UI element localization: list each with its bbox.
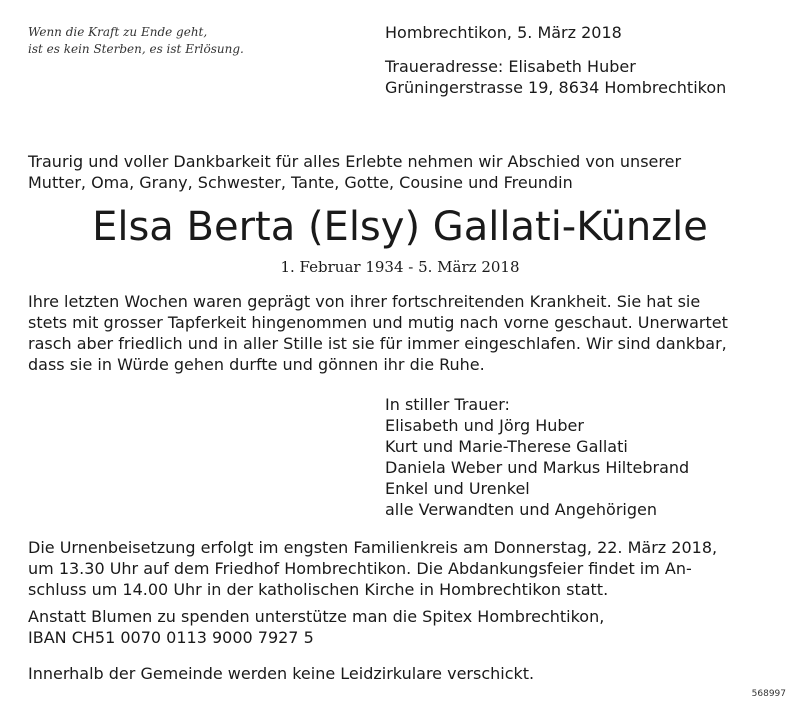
body-line: stets mit grosser Tapferkeit hingenommen und mutig nach vorne geschaut. Unerwartet bbox=[28, 313, 728, 332]
intro-line: Mutter, Oma, Grany, Schwester, Tante, Gotte, Cousine und Freundin bbox=[28, 173, 573, 192]
motto bbox=[28, 24, 308, 58]
burial-line: um 13.30 Uhr auf dem Friedhof Hombrechtikon. Die Abdankungsfeier findet im An- bbox=[28, 559, 692, 578]
motto-line: Wenn die Kraft zu Ende geht, bbox=[28, 25, 208, 39]
mourning-address-label: Traueradresse: Elisabeth Huber bbox=[385, 57, 636, 76]
iban-line: IBAN CH51 0070 0113 9000 7927 5 bbox=[28, 628, 314, 647]
deceased-name: Elsa Berta (Elsy) Gallati-Künzle bbox=[92, 204, 708, 250]
mourners-list bbox=[385, 394, 689, 520]
mourner-entry: Daniela Weber und Markus Hiltebrand bbox=[385, 458, 690, 477]
donation-info bbox=[28, 606, 768, 648]
motto-line: ist es kein Sterben, es ist Erlösung. bbox=[28, 42, 244, 56]
donation-line: Anstatt Blumen zu spenden unterstütze man die Spitex Hombrechtikon, bbox=[28, 607, 605, 626]
body-line: Ihre letzten Wochen waren geprägt von ihrer fortschreitenden Krankheit. Sie hat sie bbox=[28, 292, 701, 311]
life-dates: 1. Februar 1934 - 5. März 2018 bbox=[280, 258, 520, 276]
header-block bbox=[385, 22, 726, 98]
burial-line: Die Urnenbeisetzung erfolgt im engsten Familienkreis am Donnerstag, 22. März 2018, bbox=[28, 538, 718, 557]
mourner-entry: Elisabeth und Jörg Huber bbox=[385, 416, 584, 435]
burial-info bbox=[28, 537, 768, 600]
reference-number: 568997 bbox=[751, 689, 786, 699]
mourner-entry: Enkel und Urenkel bbox=[385, 479, 530, 498]
intro-text bbox=[28, 151, 768, 193]
mourner-entry: Kurt und Marie-Therese Gallati bbox=[385, 437, 628, 456]
mourning-address-street: Grüningerstrasse 19, 8634 Hombrechtikon bbox=[385, 78, 727, 97]
body-paragraph bbox=[28, 291, 768, 375]
burial-line: schluss um 14.00 Uhr in der katholischen Kirche in Hombrechtikon statt. bbox=[28, 580, 609, 599]
intro-line: Traurig und voller Dankbarkeit für alles Erlebte nehmen wir Abschied von unserer bbox=[28, 152, 682, 171]
circular-notice: Innerhalb der Gemeinde werden keine Leidzirkulare verschickt. bbox=[28, 664, 535, 683]
mourners-heading: In stiller Trauer: bbox=[385, 395, 510, 414]
mourner-entry: alle Verwandten und Angehörigen bbox=[385, 500, 657, 519]
body-line: dass sie in Würde gehen durfte und gönnen ihr die Ruhe. bbox=[28, 355, 485, 374]
place-date: Hombrechtikon, 5. März 2018 bbox=[385, 23, 622, 42]
body-line: rasch aber friedlich und in aller Stille ist sie für immer eingeschlafen. Wir sind dankbar, bbox=[28, 334, 727, 353]
